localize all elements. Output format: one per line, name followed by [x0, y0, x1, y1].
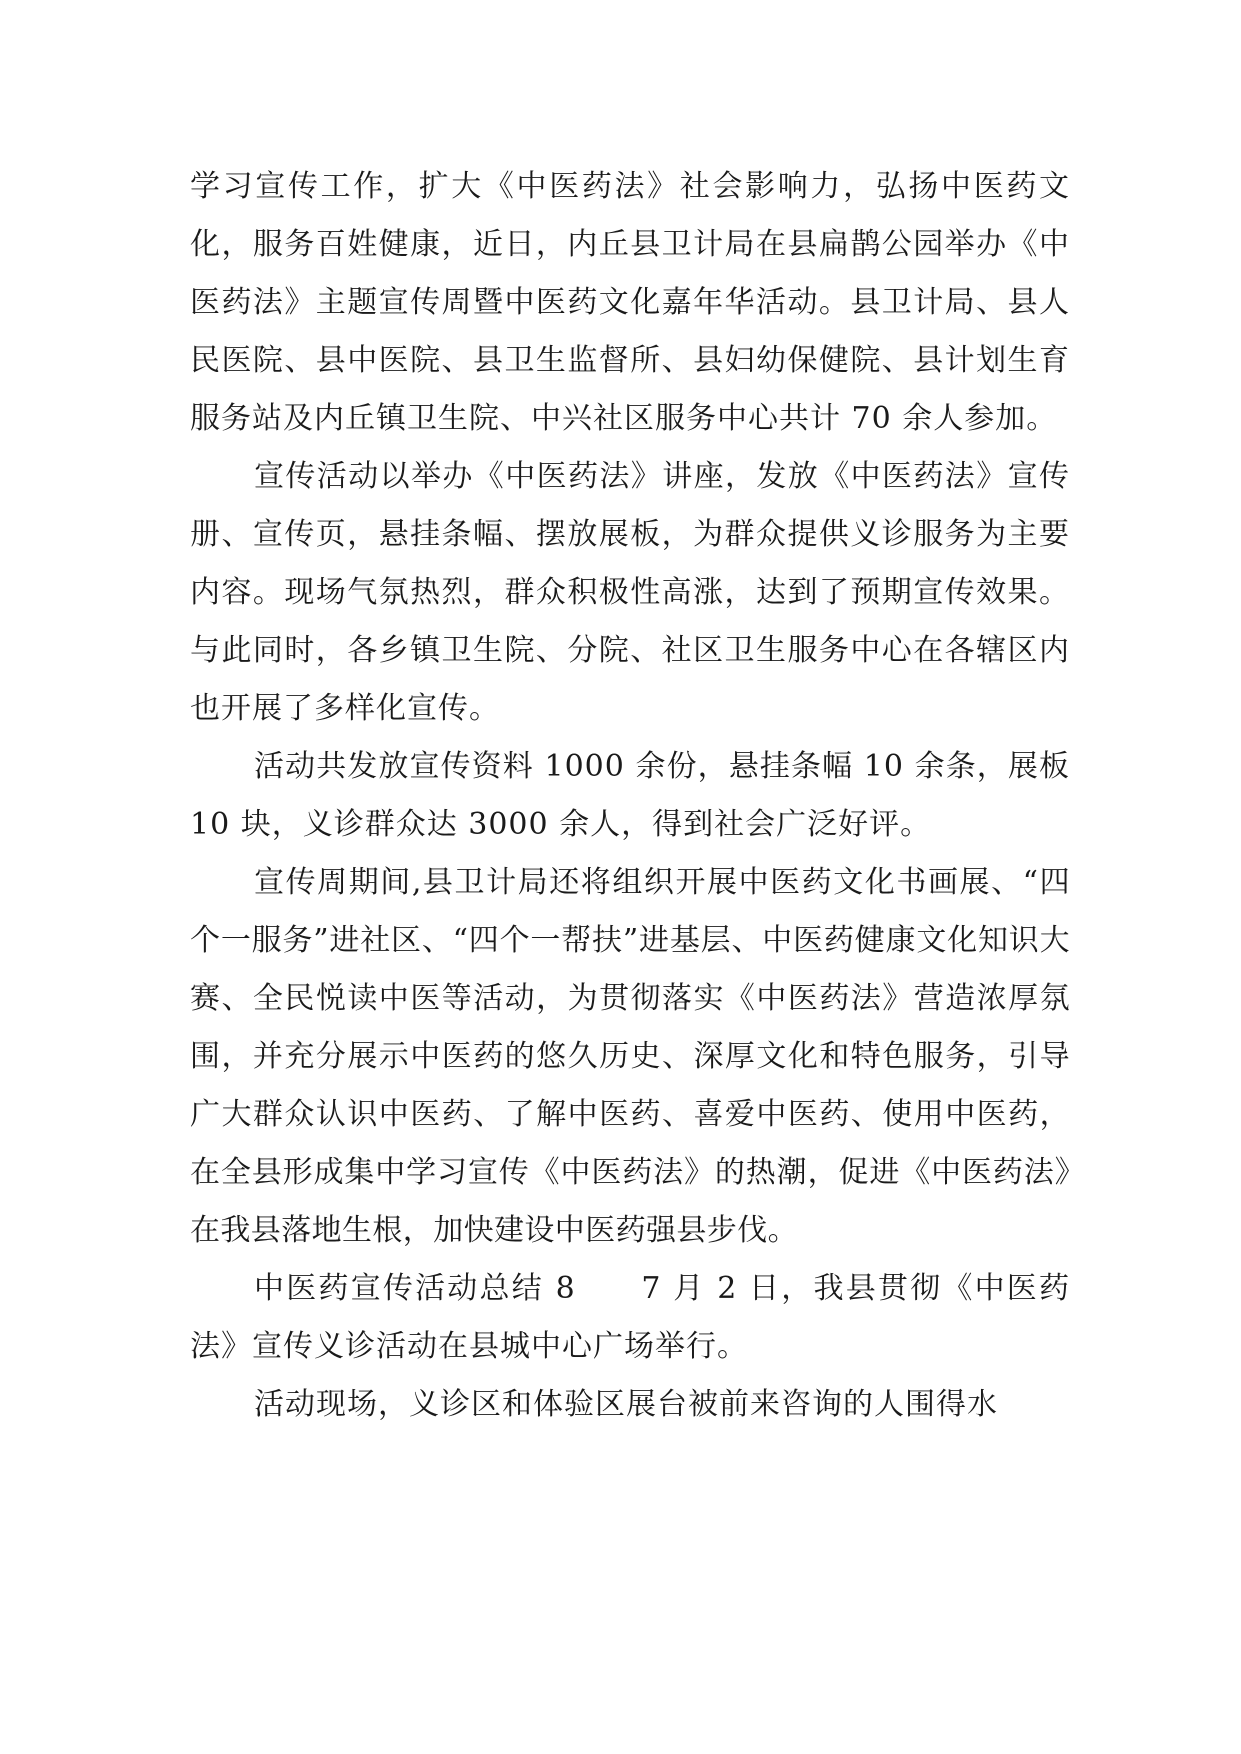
document-body	[190, 158, 1070, 1434]
paragraph-2: 宣传活动以举办《中医药法》讲座，发放《中医药法》宣传册、宣传页，悬挂条幅、摆放展板，为群众提供义诊服务为主要内容。现场气氛热烈，群众积极性高涨，达到了预期宣传效果。与此同时，各乡镇卫生院、分院、社区卫生服务中心在各辖区内也开展了多样化宣传。	[190, 459, 1070, 726]
paragraph-4: 宣传周期间,县卫计局还将组织开展中医药文化书画展、“四个一服务”进社区、“四个一帮扶”进基层、中医药健康文化知识大赛、全民悦读中医等活动，为贯彻落实《中医药法》营造浓厚氛围，并充分展示中医药的悠久历史、深厚文化和特色服务，引导广大群众认识中医药、了解中医药、喜爱中医药、使用中医药，在全县形成集中学习宣传《中医药法》的热潮，促进《中医药法》在我县落地生根，加快建设中医药强县步伐。	[190, 865, 1070, 1248]
paragraph-5: 中医药宣传活动总结 8 7 月 2 日，我县贯彻《中医药法》宣传义诊活动在县城中心广场举行。	[190, 1271, 1070, 1364]
paragraph-6: 活动现场，义诊区和体验区展台被前来咨询的人围得水	[254, 1387, 998, 1422]
paragraph-3: 活动共发放宣传资料 1000 余份，悬挂条幅 10 余条，展板 10 块，义诊群众达 3000 余人，得到社会广泛好评。	[190, 749, 1070, 842]
paragraph-1: 学习宣传工作，扩大《中医药法》社会影响力，弘扬中医药文化，服务百姓健康，近日，内丘县卫计局在县扁鹊公园举办《中医药法》主题宣传周暨中医药文化嘉年华活动。县卫计局、县人民医院、县中医院、县卫生监督所、县妇幼保健院、县计划生育服务站及内丘镇卫生院、中兴社区服务中心共计 70 余人参加。	[190, 169, 1070, 436]
